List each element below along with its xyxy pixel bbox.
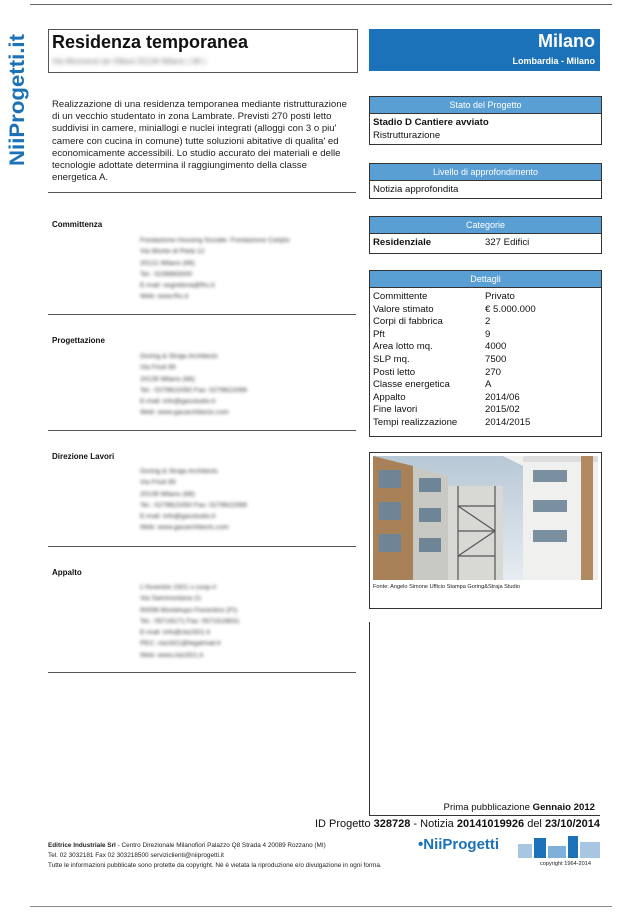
dettagli-row [373, 379, 598, 392]
dettagli-value: € 5.000.000 [485, 303, 536, 315]
dettagli-value: 4000 [485, 341, 507, 353]
categorie-panel [369, 216, 602, 254]
dettagli-value: Privato [485, 291, 515, 302]
stato-panel [369, 96, 602, 145]
stato-value: Stadio D Cantiere avviato [373, 117, 489, 128]
bottom-rule [30, 906, 612, 907]
dettagli-value: A [485, 379, 492, 391]
dettagli-header: Dettagli [370, 271, 601, 288]
section-details-progettazione: Goring & Straja Architects Via Friuli 65 20135 Milano (MI) Tel.: 0279622050 Fax: 0279622069 E-mail: info@gasstudio.it Web: www.gasarchitects.com [140, 353, 247, 417]
section-label-appalto: Appalto [52, 568, 82, 577]
dettagli-key: Corpi di fabbrica [373, 316, 443, 328]
footer-copyright-note: Tutte le informazioni pubblicate sono protette da copyright. Nè è vietata la riproduzione e/o divulgazione in ogni forma. [48, 862, 382, 869]
dettagli-value: 7500 [485, 353, 507, 365]
dettagli-value: 270 [485, 366, 502, 378]
dettagli-row [373, 341, 598, 354]
stato-header: Stato del Progetto [370, 97, 601, 114]
dettagli-key: Committente [373, 291, 428, 302]
dettagli-value: 2014/2015 [485, 416, 531, 428]
image-caption: Fonte: Angelo Simone Ufficio Stampa Goring&Straja Studio [373, 584, 520, 590]
footer-logo: •NiiProgetti [418, 836, 500, 853]
panel-bottom-rule [369, 815, 600, 816]
dettagli-row [373, 417, 598, 430]
dettagli-value: 2 [485, 316, 491, 328]
dettagli-panel [369, 270, 602, 437]
stato-sub: Ristrutturazione [373, 129, 441, 141]
livello-panel [369, 163, 602, 199]
city-box [369, 29, 600, 71]
dettagli-row [373, 404, 598, 417]
section-label-committenza: Committenza [52, 220, 103, 229]
footer-copyright: copyright 1964-2014 [540, 861, 592, 867]
separator [48, 192, 356, 193]
section-label-progettazione: Progettazione [52, 336, 105, 345]
image-panel [369, 452, 602, 609]
separator [48, 314, 356, 315]
dettagli-key: Area lotto mq. [373, 341, 433, 353]
dettagli-row [373, 392, 598, 405]
dettagli-key: Valore stimato [373, 303, 434, 315]
separator [48, 672, 356, 673]
project-region: Lombardia - Milano [512, 56, 595, 66]
dettagli-value: 2014/06 [485, 391, 520, 403]
dettagli-row [373, 316, 598, 329]
brand-vertical-logo [0, 30, 54, 170]
project-address: Via Monneret de Villard 20134 Milano ( MI ) [52, 57, 207, 66]
livello-header: Livello di approfondimento [370, 164, 601, 181]
separator [48, 430, 356, 431]
dettagli-key: Classe energetica [373, 379, 450, 391]
dettagli-key: Appalto [373, 391, 406, 403]
dettagli-row [373, 329, 598, 342]
section-label-direzione-lavori: Direzione Lavori [52, 452, 115, 461]
categorie-value: 327 Edifici [485, 237, 530, 248]
dettagli-key: Tempi realizzazione [373, 416, 458, 428]
footer-buildings-icon [518, 834, 600, 858]
categorie-name: Residenziale [373, 237, 432, 248]
brand-vertical-logo-text: NiiProgetti.it [6, 41, 29, 166]
dettagli-value: 9 [485, 328, 491, 340]
project-title: Residenza temporanea [52, 32, 249, 52]
project-description: Realizzazione di una residenza temporanea mediante ristrutturazione di un vecchio studentato in zona Lambrate. Previsti 270 posti letto suddivisi in camere, miniallogi e nuclei integrati (alloggi con 3 o piu' camere con cucina in comune) tutte soluzioni abitative di qualita' ed economicamente accessibili. Lo studio accurato dei materiali e delle tecnologie adottate determina il raggiungimento della classe energetica A. [52, 99, 347, 184]
project-city: Milano [538, 31, 595, 51]
dettagli-row [373, 354, 598, 367]
footer-company-line: Editrice Industriale Srl - Centro Direzionale Milanofiori Palazzo Q8 Strada 4 20089 Rozzano (MI) [48, 842, 326, 849]
livello-value: Notizia approfondita [373, 184, 459, 195]
title-box [48, 29, 358, 73]
prima-pubblicazione: Prima pubblicazione Gennaio 2012 [443, 802, 595, 813]
dettagli-key: Fine lavori [373, 404, 418, 416]
section-details-appalto: L'Avvenire 1921 s.coop.rl Via Sammontana 21 50056 Montelupo Fiorentino (FI) Tel.: 05719171 Fax: 0571519831 E-mail: info@cla1921.it PEC: cla1921@legalmail.it Web: www.cla1921.it [140, 584, 240, 659]
panel-vertical-rule [369, 622, 370, 815]
dettagli-key: Posti letto [373, 366, 416, 378]
id-progetto-line: ID Progetto 328728 - Notizia 20141019926 del 23/10/2014 [314, 818, 600, 830]
dettagli-key: SLP mq. [373, 353, 410, 365]
dettagli-row [373, 367, 598, 380]
building-photo [373, 456, 598, 580]
section-details-direzione-lavori: Goring & Straja Architects Via Friuli 65 20135 Milano (MI) Tel.: 0279622050 Fax: 0279622069 E-mail: info@gasstudio.it Web: www.gasarchitects.com [140, 468, 247, 532]
dettagli-rows [370, 288, 601, 433]
categorie-header: Categorie [370, 217, 601, 234]
dettagli-value: 2015/02 [485, 404, 520, 416]
dettagli-row [373, 304, 598, 317]
separator [48, 546, 356, 547]
footer-contact: Tel. 02 3032181 Fax 02 303218500 serviziclienti@niiprogetti.it [48, 852, 224, 859]
dettagli-key: Pft [373, 328, 385, 340]
section-details-committenza: Fondazione Housing Sociale- Fondazione Cariplo Via Monte di Pietà 12 20121 Milano (MI) Tel.: 0236663000 E-mail: segreteria@fhs.it Web: www.fhs.it [140, 237, 290, 301]
top-rule [30, 4, 612, 5]
dettagli-row [373, 291, 598, 304]
